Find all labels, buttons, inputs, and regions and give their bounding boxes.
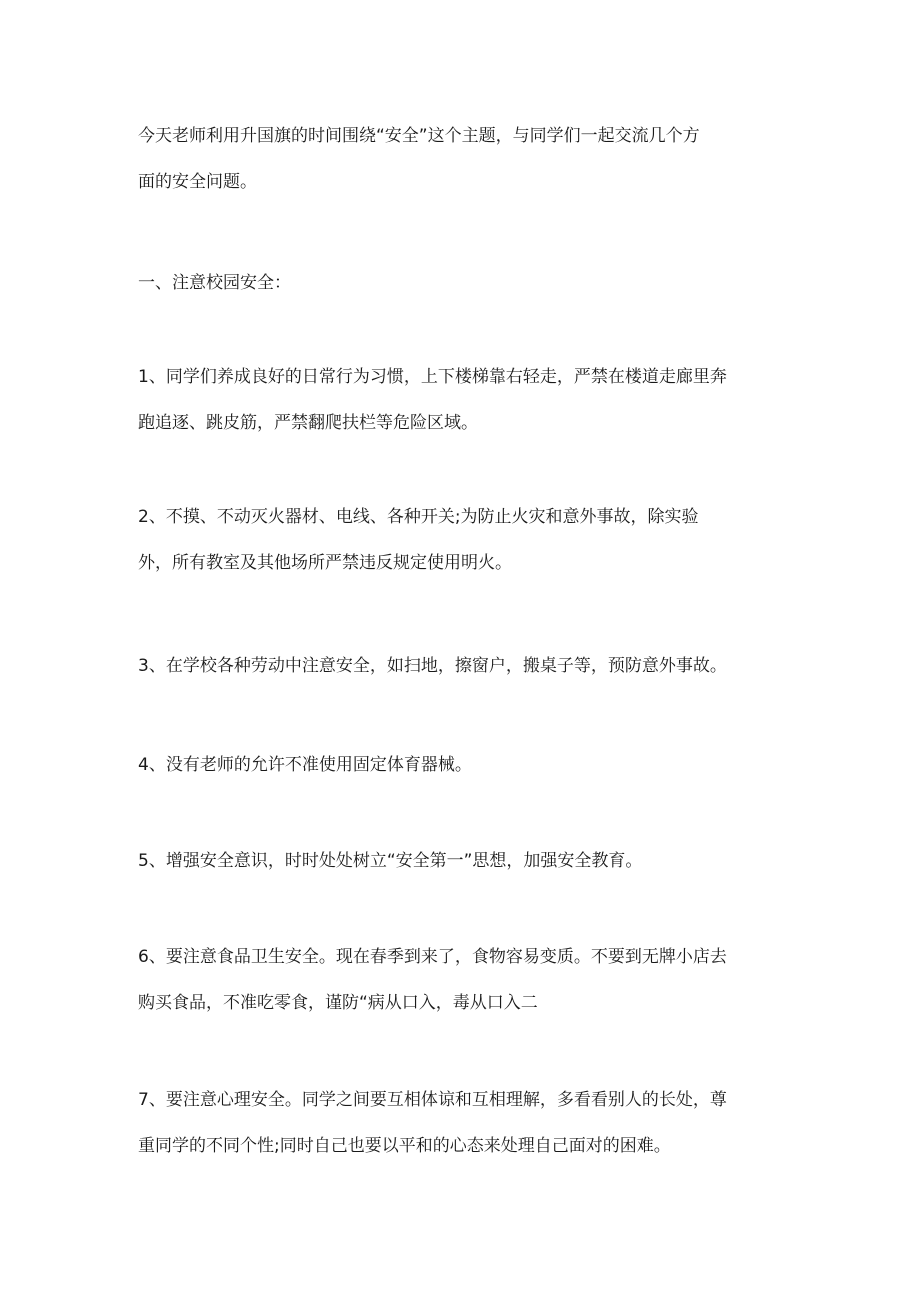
item-paragraph-6 — [138, 934, 788, 1026]
section-heading — [138, 260, 788, 306]
item-5-line-1: 5、增强安全意识，时时处处树立“安全第一”思想，加强安全教育。 — [138, 851, 643, 871]
item-4-line-1: 4、没有老师的允许不准使用固定体育器械。 — [138, 755, 472, 775]
item-3-line-1: 3、在学校各种劳动中注意安全，如扫地，擦窗户，搬桌子等，预防意外事故。 — [138, 656, 727, 676]
item-paragraph-3 — [138, 643, 788, 689]
item-1-line-2: 跑追逐、跳皮筋，严禁翻爬扶栏等危险区域。 — [138, 413, 478, 433]
item-1-line-1: 1、同学们养成良好的日常行为习惯，上下楼梯靠右轻走，严禁在楼道走廊里奔 — [138, 367, 727, 387]
item-6-line-1: 6、要注意食品卫生安全。现在春季到来了，食物容易变质。不要到无牌小店去 — [138, 947, 727, 967]
item-paragraph-4 — [138, 742, 788, 788]
item-2-line-1: 2、不摸、不动灭火器材、电线、各种开关;为防止火灾和意外事故，除实验 — [138, 507, 699, 527]
item-6-line-2: 购买食品，不准吃零食，谨防“病从口入，毒从口入二 — [138, 993, 538, 1013]
item-2-line-2: 外，所有教室及其他场所严禁违反规定使用明火。 — [138, 553, 512, 573]
intro-paragraph — [138, 113, 788, 205]
item-paragraph-5 — [138, 838, 788, 884]
item-paragraph-7 — [138, 1077, 788, 1169]
item-paragraph-1 — [138, 354, 788, 446]
intro-line-2: 面的安全问题。 — [138, 172, 257, 192]
item-7-line-1: 7、要注意心理安全。同学之间要互相体谅和互相理解，多看看别人的长处，尊 — [138, 1090, 727, 1110]
section-heading-text: 一、注意校园安全： — [138, 273, 291, 293]
item-paragraph-2 — [138, 494, 788, 586]
item-7-line-2: 重同学的不同个性;同时自己也要以平和的心态来处理自己面对的困难。 — [138, 1136, 671, 1156]
intro-line-1: 今天老师利用升国旗的时间围绕“安全”这个主题，与同学们一起交流几个方 — [138, 126, 700, 146]
